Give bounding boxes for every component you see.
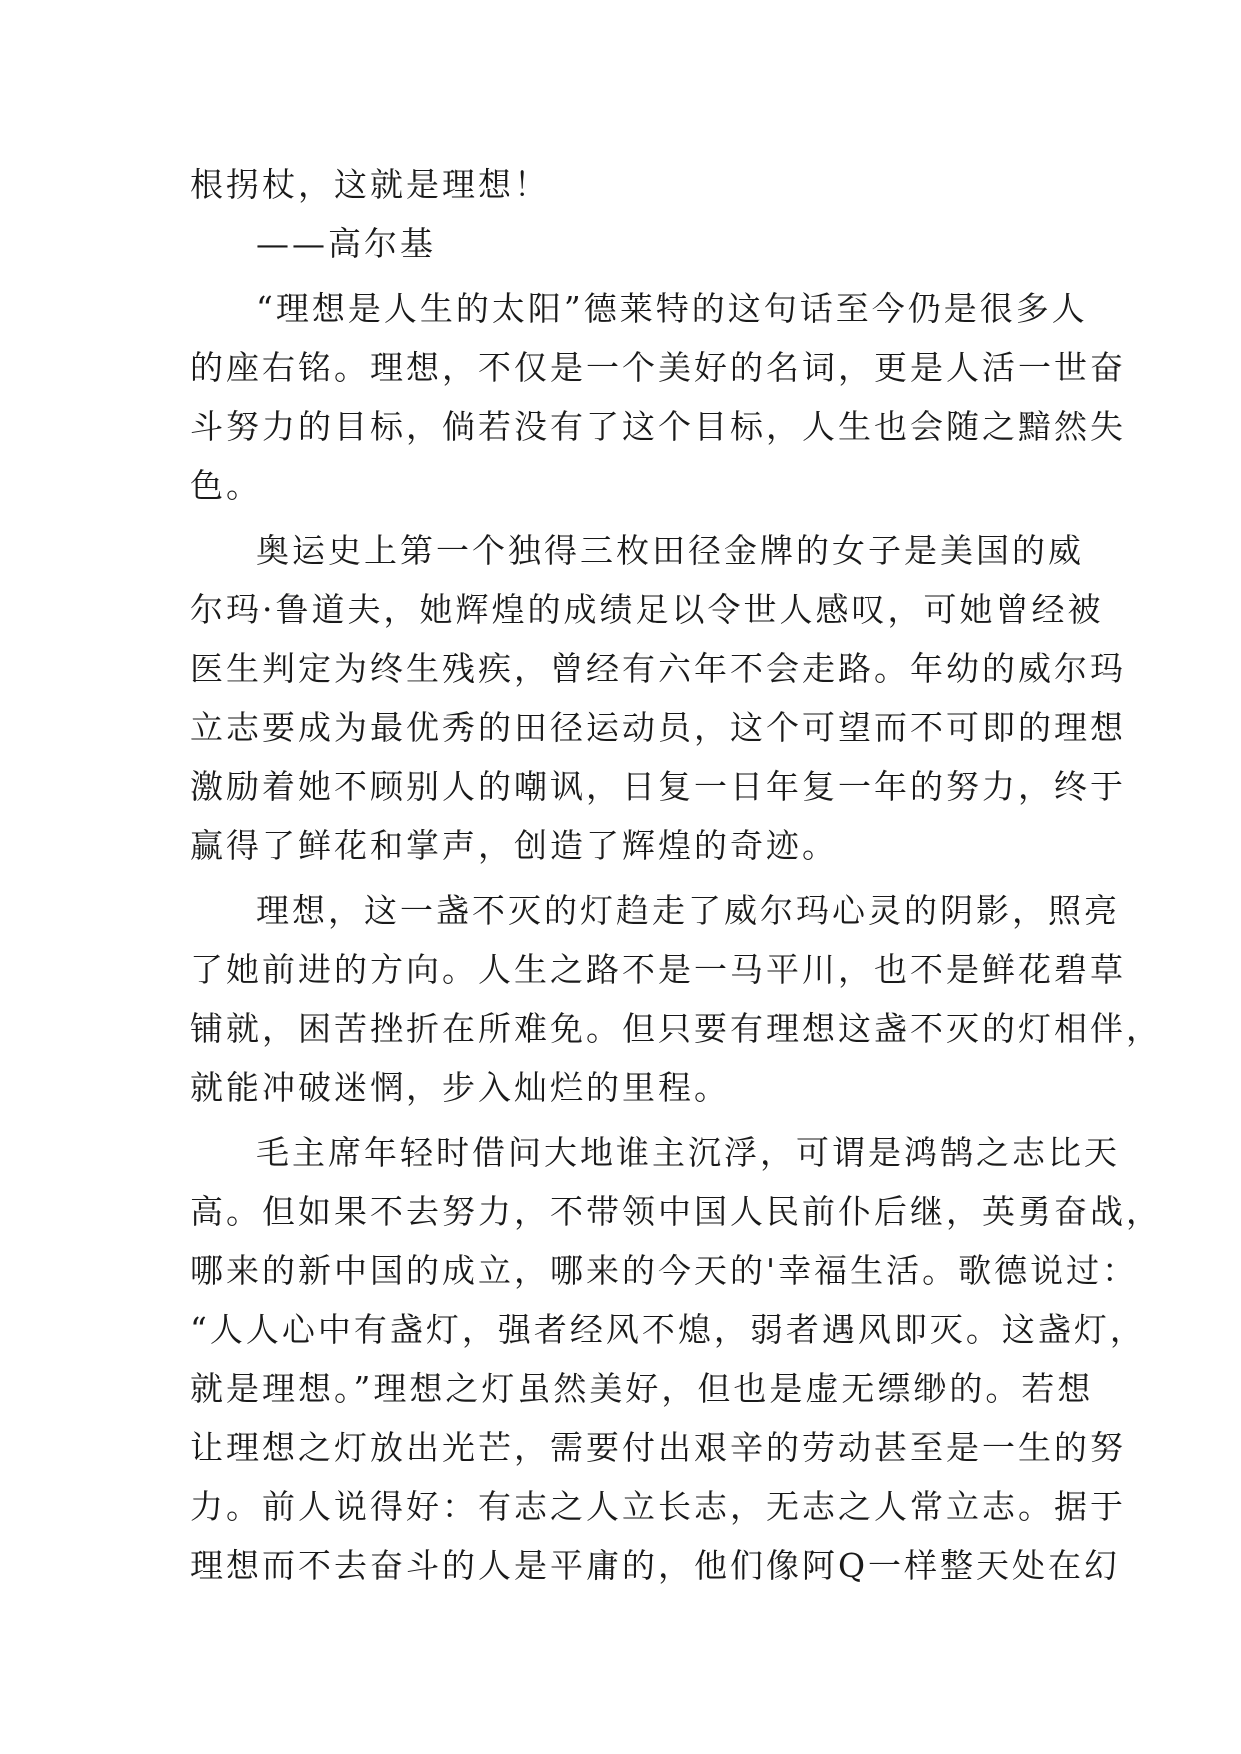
text-line: 力。前人说得好：有志之人立长志，无志之人常立志。据于 — [190, 1487, 1126, 1526]
text-line: 斗努力的目标，倘若没有了这个目标，人生也会随之黯然失 — [190, 407, 1126, 446]
text-line: 尔玛·鲁道夫，她辉煌的成绩足以令世人感叹，可她曾经被 — [190, 590, 1104, 629]
text-line: 就能冲破迷惘，步入灿烂的里程。 — [190, 1068, 730, 1107]
text-line: 激励着她不顾别人的嘲讽，日复一日年复一年的努力，终于 — [190, 767, 1126, 806]
text-line: 理想而不去奋斗的人是平庸的，他们像阿Q一样整天处在幻 — [190, 1546, 1121, 1585]
text-line: 色。 — [190, 466, 262, 505]
text-line: 赢得了鲜花和掌声，创造了辉煌的奇迹。 — [190, 826, 838, 865]
document-body — [190, 155, 1162, 1595]
quote-attribution — [190, 214, 1070, 273]
text-line: 高。但如果不去努力，不带领中国人民前仆后继，英勇奋战， — [190, 1192, 1162, 1231]
text-line: 医生判定为终生残疾，曾经有六年不会走路。年幼的威尔玛 — [190, 649, 1126, 688]
text-line: 了她前进的方向。人生之路不是一马平川，也不是鲜花碧草 — [190, 950, 1126, 989]
text-line: 的座右铭。理想，不仅是一个美好的名词，更是人活一世奋 — [190, 348, 1126, 387]
paragraph-continuation — [190, 155, 1070, 214]
attribution-line: ——高尔基 — [256, 224, 436, 263]
text-line: 理想，这一盏不灭的灯趋走了威尔玛心灵的阴影，照亮 — [256, 891, 1120, 930]
paragraph-wilma-rudolph — [190, 521, 1126, 875]
text-line: 奥运史上第一个独得三枚田径金牌的女子是美国的威 — [256, 531, 1084, 570]
text-line: 就是理想。”理想之灯虽然美好，但也是虚无缥缈的。若想 — [190, 1369, 1094, 1408]
paragraph-lamp — [190, 881, 1162, 1117]
text-line: 根拐杖，这就是理想！ — [190, 165, 550, 204]
text-line: 铺就，困苦挫折在所难免。但只要有理想这盏不灭的灯相伴， — [190, 1009, 1162, 1048]
text-line: 立志要成为最优秀的田径运动员，这个可望而不可即的理想 — [190, 708, 1126, 747]
text-line: “理想是人生的太阳”德莱特的这句话至今仍是很多人 — [256, 289, 1088, 328]
text-line: 毛主席年轻时借问大地谁主沉浮，可谓是鸿鹄之志比天 — [256, 1133, 1120, 1172]
text-line: 哪来的新中国的成立，哪来的今天的'幸福生活。歌德说过： — [190, 1251, 1139, 1290]
text-line: “人人心中有盏灯，强者经风不熄，弱者遇风即灭。这盏灯， — [190, 1310, 1146, 1349]
text-line: 让理想之灯放出光芒，需要付出艰辛的劳动甚至是一生的努 — [190, 1428, 1126, 1467]
paragraph-chairman-mao — [190, 1123, 1162, 1595]
paragraph-ideal-sun — [190, 279, 1126, 515]
